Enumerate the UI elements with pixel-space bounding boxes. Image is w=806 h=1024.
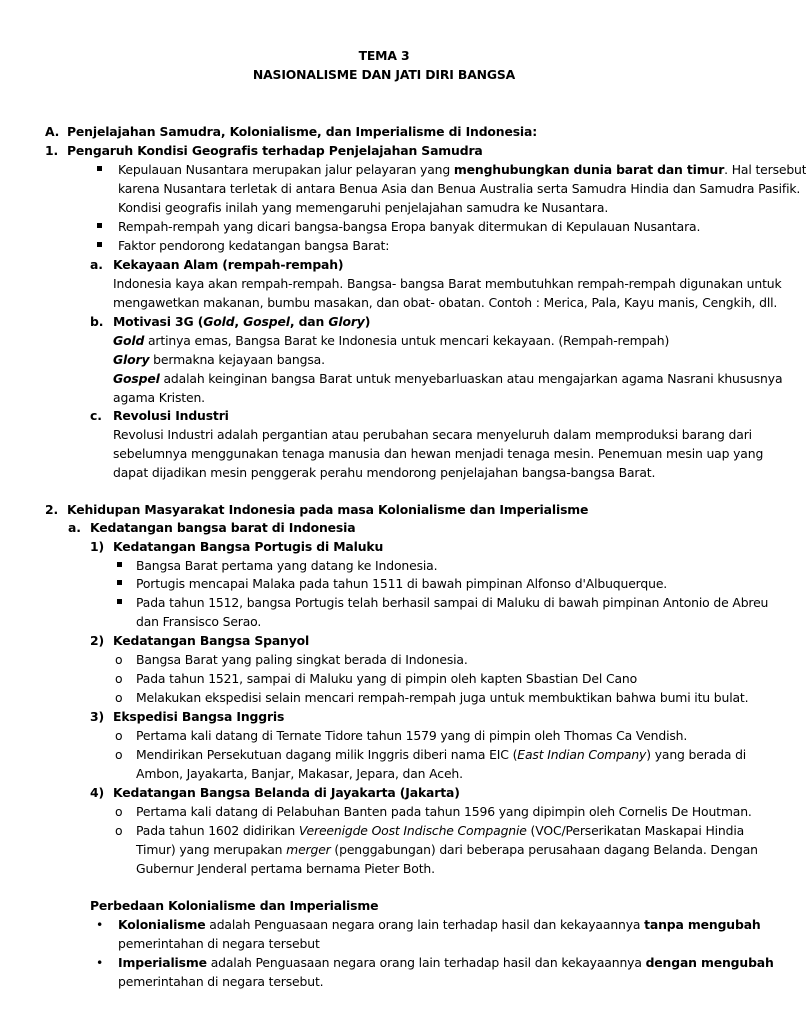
gospel-line: Gospel adalah keinginan bangsa Barat untuk menyebarluaskan atau mengajarkan agama Nasrani khususnya bbox=[113, 371, 783, 386]
imperialisme-def-cont: pemerintahan di negara tersebut. bbox=[118, 974, 324, 989]
imperialisme-def: Imperialisme adalah Penguasaan negara orang lain terhadap hasil dan kekayaannya dengan mengubah bbox=[118, 955, 774, 970]
factor-c-line-3: dapat dijadikan mesin penggerak perahu mendorong penjelajahan bangsa-bangsa Barat. bbox=[113, 465, 656, 480]
belanda-item-cont: Timur) yang merupakan merger (penggabungan) dari beberapa perusahaan dagang Belanda. Dengan bbox=[136, 842, 758, 857]
glory-line: Glory bermakna kejayaan bangsa. bbox=[113, 352, 325, 367]
factor-c-heading: Revolusi Industri bbox=[113, 408, 229, 423]
portugis-marker: 1) bbox=[90, 539, 104, 554]
factor-b-heading: Motivasi 3G (Gold, Gospel, dan Glory) bbox=[113, 314, 371, 329]
geo-bullet-line-3: Kondisi geografis inilah yang memengaruhi penjelajahan samudra ke Nusantara. bbox=[118, 200, 609, 215]
difference-heading: Perbedaan Kolonialisme dan Imperialisme bbox=[90, 898, 379, 913]
portugis-item: Bangsa Barat pertama yang datang ke Indonesia. bbox=[136, 558, 438, 573]
circle-bullet-icon: o bbox=[115, 652, 123, 667]
gospel-line-2: agama Kristen. bbox=[113, 390, 205, 405]
belanda-item: Pada tahun 1602 didirikan Vereenigde Oost Indische Compagnie (VOC/Perserikatan Maskapai Hindia bbox=[136, 823, 745, 838]
inggris-item-cont: Ambon, Jayakarta, Banjar, Makasar, Jepara, dan Aceh. bbox=[136, 766, 463, 781]
circle-bullet-icon: o bbox=[115, 690, 123, 705]
factor-a-line-2: mengawetkan makanan, bumbu masakan, dan obat- obatan. Contoh : Merica, Pala, Kayu manis, Cengkih, dll. bbox=[113, 295, 778, 310]
circle-bullet-icon: o bbox=[115, 671, 123, 686]
spanyol-marker: 2) bbox=[90, 633, 104, 648]
geo-bullet-line-1: Kepulauan Nusantara merupakan jalur pelayaran yang menghubungkan dunia barat dan timur. Hal tersebut bbox=[118, 162, 806, 177]
circle-bullet-icon: o bbox=[115, 804, 123, 819]
gold-line: Gold artinya emas, Bangsa Barat ke Indonesia untuk mencari kekayaan. (Rempah-rempah) bbox=[113, 333, 670, 348]
kolonialisme-def: Kolonialisme adalah Penguasaan negara orang lain terhadap hasil dan kekayaannya tanpa mengubah bbox=[118, 917, 761, 932]
factor-c-line-1: Revolusi Industri adalah pergantian atau perubahan secara menyeluruh dalam memproduksi barang dari bbox=[113, 427, 752, 442]
dot-bullet-icon: • bbox=[96, 917, 104, 932]
factor-c-marker: c. bbox=[90, 408, 102, 423]
doc-title-main: NASIONALISME DAN JATI DIRI BANGSA bbox=[252, 67, 516, 82]
portugis-item: Portugis mencapai Malaka pada tahun 1511 di bawah pimpinan Alfonso d'Albuquerque. bbox=[136, 576, 668, 591]
inggris-item: Pertama kali datang di Ternate Tidore tahun 1579 yang di pimpin oleh Thomas Ca Vendish. bbox=[136, 728, 688, 743]
factors-bullet: Faktor pendorong kedatangan bangsa Barat: bbox=[118, 238, 390, 253]
section-a-marker: A. bbox=[45, 124, 60, 139]
spanyol-item: Melakukan ekspedisi selain mencari rempah-rempah juga untuk membuktikan bahwa bumi itu bulat. bbox=[136, 690, 749, 705]
section-1-marker: 1. bbox=[45, 143, 59, 158]
doc-title-theme: TEMA 3 bbox=[358, 48, 410, 63]
square-bullet-icon bbox=[117, 580, 122, 585]
factor-c-line-2: sebelumnya menggunakan tenaga manusia dan hewan menjadi tenaga mesin. Penemuan mesin uap yang bbox=[113, 446, 764, 461]
section-2-heading: Kehidupan Masyarakat Indonesia pada masa Kolonialisme dan Imperialisme bbox=[67, 502, 589, 517]
belanda-heading: Kedatangan Bangsa Belanda di Jayakarta (Jakarta) bbox=[113, 785, 460, 800]
section-a-heading: Penjelajahan Samudra, Kolonialisme, dan Imperialisme di Indonesia: bbox=[67, 124, 538, 139]
factor-b-marker: b. bbox=[90, 314, 104, 329]
belanda-item-cont: Gubernur Jenderal pertama bernama Pieter Both. bbox=[136, 861, 435, 876]
inggris-heading: Ekspedisi Bangsa Inggris bbox=[113, 709, 285, 724]
square-bullet-icon bbox=[117, 562, 122, 567]
square-bullet-icon bbox=[97, 223, 102, 228]
section-1-heading: Pengaruh Kondisi Geografis terhadap Penjelajahan Samudra bbox=[67, 143, 483, 158]
spice-bullet: Rempah-rempah yang dicari bangsa-bangsa Eropa banyak ditermukan di Kepulauan Nusantara. bbox=[118, 219, 701, 234]
spanyol-item: Pada tahun 1521, sampai di Maluku yang di pimpin oleh kapten Sbastian Del Cano bbox=[136, 671, 638, 686]
spanyol-heading: Kedatangan Bangsa Spanyol bbox=[113, 633, 310, 648]
square-bullet-icon bbox=[117, 599, 122, 604]
circle-bullet-icon: o bbox=[115, 728, 123, 743]
portugis-heading: Kedatangan Bangsa Portugis di Maluku bbox=[113, 539, 384, 554]
belanda-item: Pertama kali datang di Pelabuhan Banten pada tahun 1596 yang dipimpin oleh Cornelis De Houtman. bbox=[136, 804, 752, 819]
portugis-item: Pada tahun 1512, bangsa Portugis telah berhasil sampai di Maluku di bawah pimpinan Antonio de Abreu bbox=[136, 595, 769, 610]
kolonialisme-def-cont: pemerintahan di negara tersebut bbox=[118, 936, 320, 951]
dot-bullet-icon: • bbox=[96, 955, 104, 970]
spanyol-item: Bangsa Barat yang paling singkat berada di Indonesia. bbox=[136, 652, 468, 667]
section-2-marker: 2. bbox=[45, 502, 59, 517]
factor-a-line-1: Indonesia kaya akan rempah-rempah. Bangsa- bangsa Barat membutuhkan rempah-rempah digunakan untuk bbox=[113, 276, 782, 291]
square-bullet-icon bbox=[97, 242, 102, 247]
circle-bullet-icon: o bbox=[115, 823, 123, 838]
circle-bullet-icon: o bbox=[115, 747, 123, 762]
factor-a-heading: Kekayaan Alam (rempah-rempah) bbox=[113, 257, 344, 272]
square-bullet-icon bbox=[97, 166, 102, 171]
inggris-item: Mendirikan Persekutuan dagang milik Inggris diberi nama EIC (East Indian Company) yang berada di bbox=[136, 747, 747, 762]
belanda-marker: 4) bbox=[90, 785, 104, 800]
sub-a-heading: Kedatangan bangsa barat di Indonesia bbox=[90, 520, 356, 535]
inggris-marker: 3) bbox=[90, 709, 104, 724]
geo-bullet-line-2: karena Nusantara terletak di antara Benua Asia dan Benua Australia serta Samudra Hindia dan Samudra Pasifik. bbox=[118, 181, 801, 196]
factor-a-marker: a. bbox=[90, 257, 103, 272]
sub-a-marker: a. bbox=[68, 520, 81, 535]
portugis-item-cont: dan Fransisco Serao. bbox=[136, 614, 262, 629]
